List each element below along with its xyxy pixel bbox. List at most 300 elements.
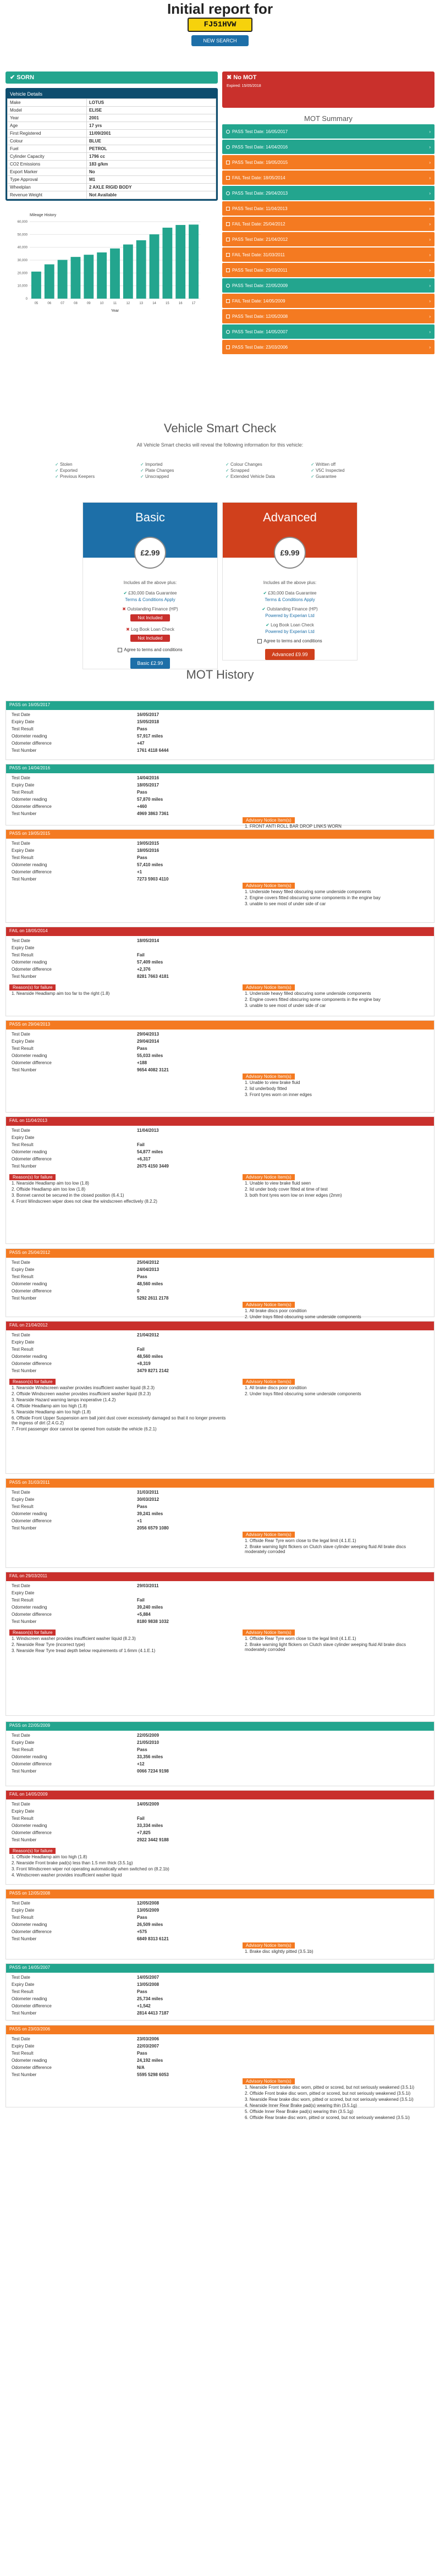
feature-item: ✓ Extended Vehicle Data: [226, 474, 311, 479]
mot-history-key: Test Date: [12, 1032, 30, 1037]
failure-reason: 1. Nearside Headlamp aim too far to the right (1.8): [12, 991, 110, 996]
mot-history-key: Odometer reading: [12, 2058, 47, 2063]
mot-history-key: Test Number: [12, 1526, 37, 1531]
mot-history-row: [9, 1618, 171, 1625]
chart-bar: [71, 257, 81, 299]
failure-reasons-title: Reason(s) for failure: [9, 1174, 56, 1180]
mot-history-value: 5595 5298 6053: [137, 2072, 169, 2077]
advisory-item: 2. Offside Front brake disc worn, pitted or scored, but not seriously weakened (3.5.1i): [245, 2091, 411, 2096]
mot-history-row: [9, 1732, 171, 1739]
mot-history-table: [9, 1974, 171, 2017]
mot-history-key: Test Result: [12, 1347, 34, 1352]
feature-item: ✓ Imported: [140, 462, 226, 467]
mot-history-key: Odometer difference: [12, 2003, 52, 2008]
mot-history-key: Odometer difference: [12, 1762, 52, 1766]
mot-history-table: [9, 2035, 171, 2078]
mot-history-entry: [6, 1790, 435, 1885]
mot-history-value: 57,410 miles: [137, 862, 163, 867]
chevron-right-icon: ›: [429, 252, 431, 257]
mot-history-key: Test Date: [12, 1128, 30, 1133]
advanced-buy-button[interactable]: Advanced £9.99: [265, 649, 314, 660]
sorn-label: SORN: [16, 74, 35, 81]
vehicle-detail-key: Age: [8, 122, 87, 130]
chart-x-tick: 06: [47, 302, 52, 305]
mot-history-value: Pass: [137, 1046, 147, 1051]
mot-history-key: Odometer difference: [12, 1361, 52, 1366]
mot-history-row: [9, 725, 170, 733]
vehicle-detail-key: Type Approval: [8, 176, 87, 184]
mot-history-key: Test Number: [12, 1769, 37, 1774]
feature-item: ✓ Guarantee: [311, 474, 396, 479]
mot-history-value: 57,409 miles: [137, 960, 163, 965]
mot-history-key: Test Date: [12, 1733, 30, 1738]
mot-history-value: +5,884: [137, 1612, 151, 1617]
mot-history-value: 33,334 miles: [137, 1823, 163, 1828]
failure-reason: 2. Offside Headlamp aim too low (1.8): [12, 1187, 86, 1192]
mot-history-header: PASS on 25/04/2012: [6, 1249, 434, 1258]
mot-history-header: PASS on 12/05/2008: [6, 1890, 434, 1898]
mot-history-key: Odometer reading: [12, 1605, 47, 1610]
mot-history-key: Test Number: [12, 2072, 37, 2077]
cross-icon: [226, 207, 230, 211]
failure-reason: 4. Front Windscreen wiper does not clear the windscreen effectively (8.2.2): [12, 1199, 157, 1204]
vehicle-detail-key: Model: [8, 107, 87, 114]
mot-history-row: [9, 2071, 171, 2078]
vehicle-detail-row: [8, 145, 216, 153]
mot-history-key: Test Number: [12, 1837, 37, 1842]
advisory-notices: [243, 1174, 431, 1198]
mot-history-row: [9, 718, 170, 725]
mot-history-row: [9, 1981, 171, 1988]
basic-price: £2.99: [134, 537, 166, 569]
mot-summary-text: PASS Test Date: 29/04/2013: [232, 190, 288, 196]
advisory-notices: [243, 2078, 431, 2121]
mot-history-table: [9, 937, 171, 980]
mot-history-row: [9, 1753, 171, 1760]
mot-history-key: Test Result: [12, 1747, 34, 1752]
vehicle-detail-value: 1796 cc: [87, 153, 216, 161]
check-circle-icon: [226, 130, 230, 134]
mot-history-key: Test Date: [12, 938, 30, 943]
advisory-title: Advisory Notice Item(s): [243, 984, 295, 990]
mot-history-header: FAIL on 11/04/2013: [6, 1117, 434, 1126]
mot-history-key: Odometer difference: [12, 1929, 52, 1934]
mot-summary-label: [226, 175, 285, 180]
feature-item: ✓ Stolen: [55, 462, 140, 467]
mot-summary-text: PASS Test Date: 14/04/2016: [232, 144, 288, 150]
mot-history-title: MOT History: [186, 668, 254, 681]
chart-x-tick: 15: [166, 302, 169, 305]
vehicle-detail-row: [8, 176, 216, 184]
vehicle-detail-key: Wheelplan: [8, 184, 87, 191]
left-column: [6, 71, 218, 315]
mot-history-value: +575: [137, 1929, 147, 1934]
advisory-title: Advisory Notice Item(s): [243, 1942, 295, 1948]
mot-history-key: Test Result: [12, 2051, 34, 2056]
mot-history-row: [9, 1066, 171, 1074]
mot-history-value: 23/03/2006: [137, 2036, 160, 2041]
mot-history-value: Fail: [137, 1142, 145, 1147]
chevron-right-icon: ›: [429, 175, 431, 180]
chart-y-tick: 50,000: [17, 233, 28, 237]
mot-history-value: [135, 1589, 171, 1597]
chevron-right-icon: ›: [429, 313, 431, 319]
advisory-item: 1. All brake discs poor condition: [245, 1385, 307, 1390]
mot-history-row: [9, 840, 170, 847]
mot-history-value: Pass: [137, 1989, 147, 1994]
mot-history-entry: [6, 701, 435, 760]
mot-summary-item[interactable]: [222, 186, 435, 200]
mot-history-value: +1,542: [137, 2003, 151, 2008]
mot-history-row: [9, 1038, 171, 1045]
feature-item: ✓ Written off: [311, 462, 396, 467]
mot-summary-item[interactable]: [222, 232, 435, 246]
mot-history-table: [9, 1331, 171, 1374]
mot-history-row: [9, 1801, 171, 1808]
mot-history-key: Odometer difference: [12, 1289, 52, 1293]
advisory-item: 1. Underside heavy filled obscuring some underside components: [245, 889, 371, 894]
feature-item: ✓ Unscrapped: [140, 474, 226, 479]
mot-history-value: 7273 5903 4110: [137, 877, 169, 882]
chart-bar: [175, 225, 185, 299]
mot-summary-item[interactable]: [222, 155, 435, 169]
mot-summary-item[interactable]: [222, 124, 435, 139]
mot-history-entry: [6, 927, 435, 1016]
mot-history-row: [9, 847, 170, 854]
advanced-price: £9.99: [274, 537, 306, 569]
mot-history-value: 6849 8313 6121: [137, 1936, 169, 1941]
advisory-item: 3. Nearside Rear brake disc worn, pitted or scored, but not seriously weakened (3.5.1i): [245, 2097, 414, 2102]
mot-history-table: [9, 1582, 171, 1625]
mot-summary-label: [226, 345, 288, 350]
feature-item: ✓ Colour Changes: [226, 462, 311, 467]
chart-x-tick: 09: [86, 302, 91, 305]
mot-history-row: [9, 1280, 170, 1287]
failure-reasons: [9, 1174, 229, 1204]
mot-summary-item[interactable]: [222, 263, 435, 277]
vehicle-detail-key: Revenue Weight: [8, 191, 87, 199]
vehicle-detail-row: [8, 153, 216, 161]
chart-title: Mileage History: [30, 213, 57, 217]
chart-x-tick: 12: [126, 302, 130, 305]
mot-history-key: Test Number: [12, 811, 37, 816]
chart-y-tick: 60,000: [17, 221, 28, 224]
failure-reason: 5. Nearside Headlamp aim too high (1.8): [12, 1410, 91, 1414]
mot-summary-item[interactable]: [222, 324, 435, 339]
mot-history-row: [9, 803, 171, 810]
chart-x-tick: 07: [61, 302, 64, 305]
advisory-title: Advisory Notice Item(s): [243, 1532, 295, 1538]
basic-agree-checkbox[interactable]: [118, 648, 122, 652]
mot-history-key: Test Date: [12, 2036, 30, 2041]
advanced-agree-checkbox[interactable]: [257, 639, 262, 643]
chart-x-tick: 08: [74, 302, 78, 305]
mot-history-value: [135, 944, 171, 951]
mot-history-row: [9, 1295, 170, 1302]
mot-history-key: Test Number: [12, 1936, 37, 1941]
mot-history-key: Test Number: [12, 1296, 37, 1301]
mot-history-value: 21/04/2012: [137, 1333, 160, 1337]
mot-history-row: [9, 937, 171, 944]
chart-bar: [162, 228, 172, 299]
check-circle-icon: [226, 284, 230, 288]
sorn-status: [6, 71, 218, 84]
mot-history-table: [9, 1127, 171, 1170]
advisory-item: 3. unable to see most of under side of car: [245, 901, 326, 906]
advisory-title: Advisory Notice Item(s): [243, 1302, 295, 1308]
mot-history-row: [9, 711, 170, 718]
mot-history-key: Odometer reading: [12, 1922, 47, 1927]
cross-icon: [226, 345, 230, 349]
mot-history-value: 29/04/2014: [137, 1039, 160, 1044]
advisory-title: Advisory Notice Item(s): [243, 1074, 295, 1080]
vehicle-detail-row: [8, 99, 216, 107]
mot-history-key: Test Number: [12, 1368, 37, 1373]
mot-history-value: +12: [137, 1762, 145, 1766]
feature-list: [55, 462, 396, 479]
mot-history-row: [9, 1815, 171, 1822]
mot-history-row: [9, 1907, 171, 1914]
advisory-item: 1. Brake disc slightly pitted (3.5.1b): [245, 1949, 314, 1954]
mot-history-value: 8180 9838 1032: [137, 1619, 169, 1624]
mot-history-value: 24,192 miles: [137, 2058, 163, 2063]
mot-history-key: Odometer difference: [12, 1518, 52, 1523]
mot-history-key: Expiry Date: [12, 1982, 35, 1987]
mot-summary-item[interactable]: [222, 340, 435, 354]
mot-history-value: 14/05/2007: [137, 1975, 160, 1980]
mot-history-row: [9, 1496, 171, 1503]
mot-summary-label: [226, 206, 288, 211]
chart-x-label: Year: [111, 309, 119, 313]
mot-history-value: +460: [137, 804, 147, 809]
mot-history-key: Expiry Date: [12, 1267, 35, 1272]
vehicle-detail-value: 183 g/km: [87, 161, 216, 168]
mot-history-key: Expiry Date: [12, 1590, 35, 1595]
mot-history-value: 13/05/2009: [137, 1908, 160, 1913]
mot-summary-item[interactable]: [222, 309, 435, 323]
mot-history-value: 18/05/2017: [137, 783, 160, 788]
mot-history-value: 29/03/2011: [137, 1583, 159, 1588]
mot-history-key: Test Date: [12, 1333, 30, 1337]
mot-history-key: Odometer reading: [12, 1754, 47, 1759]
advisory-notices: [243, 1942, 431, 1955]
mot-history-value: 2056 6579 1080: [137, 1526, 169, 1531]
mot-summary-item[interactable]: [222, 201, 435, 216]
failure-reason: 1. Windscreen washer provides insufficient washer liquid (8.2.3): [12, 1636, 136, 1641]
chart-x-tick: 16: [178, 302, 183, 305]
mot-history-value: Pass: [137, 855, 147, 860]
mot-summary-text: PASS Test Date: 14/05/2007: [232, 329, 288, 334]
feature-item: ✓ Scrapped: [226, 468, 311, 473]
mot-history-row: [9, 1928, 171, 1935]
mot-history-key: Odometer difference: [12, 1612, 52, 1617]
mot-summary-item[interactable]: [222, 140, 435, 154]
mot-history-header: PASS on 23/03/2006: [6, 2025, 434, 2034]
mot-history-value: 0066 7234 9198: [137, 1769, 169, 1774]
advisory-item: 1. All brake discs poor condition: [245, 1308, 307, 1313]
mot-history-value: 55,033 miles: [137, 1053, 163, 1058]
mot-history-row: [9, 1517, 171, 1524]
mot-history-row: [9, 796, 171, 803]
basic-finance: ✖ Outstanding Finance (HP): [122, 607, 178, 612]
mot-history-key: Odometer difference: [12, 869, 52, 874]
mot-summary-item[interactable]: [222, 247, 435, 262]
mot-summary-label: [226, 299, 285, 304]
failure-reasons-title: Reason(s) for failure: [9, 984, 56, 990]
mot-history-row: [9, 1163, 171, 1170]
advanced-includes: Includes all the above plus:: [263, 580, 317, 585]
mot-history-key: Odometer reading: [12, 797, 47, 802]
mot-history-value: 21/05/2010: [137, 1740, 160, 1745]
mot-history-row: [9, 2064, 171, 2071]
mileage-chart: [6, 210, 218, 315]
chevron-right-icon: ›: [429, 190, 431, 196]
advisory-notices: [243, 1532, 431, 1555]
mot-history-value: 18/05/2016: [137, 848, 160, 853]
mot-history-row: [9, 1155, 171, 1163]
mot-history-row: [9, 2057, 171, 2064]
mot-history-row: [9, 1589, 171, 1597]
mot-history-value: 22/03/2007: [137, 2044, 160, 2049]
mot-history-key: Odometer reading: [12, 960, 47, 965]
advisory-item: 2. Brake warning light flickers on Clutch slave cylinder weeping fluid All brake discs moderately corroded: [245, 1642, 406, 1652]
mot-history-header: PASS on 31/03/2011: [6, 1479, 434, 1488]
advanced-card-header: Advanced £9.99: [223, 503, 357, 558]
advanced-logbook-powered: Powered by Experian Ltd: [265, 629, 315, 634]
basic-terms-link[interactable]: Terms & Conditions Apply: [125, 597, 175, 602]
mot-history-row: [9, 1995, 171, 2002]
mot-history-value: 3479 8271 2142: [137, 1368, 169, 1373]
mot-history-value: Fail: [137, 1347, 145, 1352]
failure-reasons-title: Reason(s) for failure: [9, 1848, 56, 1854]
feature-item: ✓ V5C Inspected: [311, 468, 396, 473]
new-search-button[interactable]: NEW SEARCH: [191, 35, 249, 46]
cross-icon: [226, 315, 230, 318]
mot-summary-item[interactable]: [222, 217, 435, 231]
cross-icon: [226, 238, 230, 241]
advisory-item: 3. Front tyres worn on inner edges: [245, 1092, 312, 1097]
mot-history-entry: [6, 1963, 435, 2021]
mot-history-row: [9, 1974, 171, 1981]
mot-history-value: 24/04/2013: [137, 1267, 160, 1272]
vehicle-detail-value: PETROL: [87, 145, 216, 153]
failure-reason: 6. Offside Front Upper Suspension arm ball joint dust cover excessively damaged so that it no longer prevents the ingress of dirt (2.4.G.2): [12, 1416, 226, 1425]
mot-history-row: [9, 1746, 171, 1753]
mot-history-key: Odometer reading: [12, 1354, 47, 1359]
mot-history-row: [9, 1900, 171, 1907]
advanced-agree[interactable]: Agree to terms and conditions: [223, 639, 357, 643]
feature-item: ✓ Plate Changes: [140, 468, 226, 473]
chevron-right-icon: ›: [429, 283, 431, 288]
mot-summary-text: FAIL Test Date: 14/05/2009: [232, 298, 285, 304]
mot-history-table: [9, 1801, 171, 1843]
mot-history-header: FAIL on 21/04/2012: [6, 1322, 434, 1330]
mot-summary-label: [226, 314, 288, 319]
vehicle-detail-value: Not Available: [87, 191, 216, 199]
mot-history-key: Test Number: [12, 1164, 37, 1169]
vehicle-detail-row: [8, 122, 216, 130]
mot-history-row: [9, 1052, 171, 1059]
mot-history-header: PASS on 14/04/2016: [6, 764, 434, 773]
page-header: [0, 0, 440, 46]
chart-y-tick: 30,000: [17, 259, 28, 262]
vehicle-detail-row: [8, 137, 216, 145]
advisory-item: 3. unable to see most of under side of car: [245, 1003, 326, 1008]
x-icon: ✖: [227, 74, 234, 81]
mot-history-row: [9, 951, 171, 959]
mot-history-value: [135, 1808, 171, 1815]
mot-history-row: [9, 876, 170, 883]
chevron-right-icon: ›: [429, 344, 431, 350]
mot-history-value: 8281 7663 4181: [137, 974, 169, 979]
mot-summary-text: PASS Test Date: 16/05/2017: [232, 129, 288, 134]
failure-reason: 2. Nearside Rear Tyre (incorrect type): [12, 1642, 85, 1647]
basic-agree[interactable]: Agree to terms and conditions: [83, 647, 217, 652]
vehicle-detail-value: 17 yrs: [87, 122, 216, 130]
mot-history-key: Test Number: [12, 974, 37, 979]
mot-summary-item[interactable]: [222, 294, 435, 308]
mot-history-key: Test Result: [12, 1274, 34, 1279]
mot-history-row: [9, 1367, 171, 1374]
mot-history-value: 31/03/2011: [137, 1490, 159, 1495]
mot-history-entry: [6, 1020, 435, 1113]
mot-history-row: [9, 774, 171, 781]
mot-history-key: Test Number: [12, 1067, 37, 1072]
mot-history-table: [9, 711, 170, 754]
mot-history-value: +1: [137, 869, 142, 874]
mot-history-table: [9, 840, 170, 883]
basic-logbook-not-included: Not Included: [130, 635, 170, 642]
mot-history-key: Test Number: [12, 2011, 37, 2016]
mot-summary-item[interactable]: [222, 278, 435, 293]
failure-reasons: [9, 984, 229, 997]
mot-history-value: +47: [137, 741, 145, 746]
mot-summary-text: PASS Test Date: 11/04/2013: [232, 206, 288, 211]
cross-icon: [226, 161, 230, 164]
mot-history-row: [9, 1822, 171, 1829]
mot-history-entry: [6, 764, 435, 829]
chart-bar: [84, 255, 94, 299]
mot-history-row: [9, 1273, 170, 1280]
failure-reasons: [9, 1848, 229, 1878]
advanced-terms-link[interactable]: Terms & Conditions Apply: [265, 597, 315, 602]
mot-history-row: [9, 1134, 171, 1141]
mot-history-key: Odometer reading: [12, 1511, 47, 1516]
advisory-title: Advisory Notice Item(s): [243, 2078, 295, 2084]
mot-history-value: 2675 4150 3449: [137, 1164, 169, 1169]
basic-buy-button[interactable]: Basic £2.99: [130, 658, 169, 669]
mot-summary-item[interactable]: [222, 170, 435, 185]
mot-history-value: Fail: [137, 953, 145, 957]
mot-history-entry: [6, 829, 435, 923]
chart-bar: [110, 249, 120, 299]
mot-history-value: +6,317: [137, 1157, 151, 1162]
vehicle-detail-key: Make: [8, 99, 87, 107]
mot-summary-label: [226, 191, 288, 196]
mot-history-header: FAIL on 18/05/2014: [6, 927, 434, 936]
mot-history-row: [9, 1808, 171, 1815]
mot-history-row: [9, 1353, 171, 1360]
mot-history-key: Test Date: [12, 1901, 30, 1906]
failure-reason: 7. Front passenger door cannot be opened from outside the vehicle (6.2.1): [12, 1427, 157, 1432]
mot-history-key: Test Number: [12, 748, 37, 753]
vehicle-detail-row: [8, 191, 216, 199]
mot-history-value: 48,560 miles: [137, 1354, 163, 1359]
advanced-logbook: ✔ Log Book Loan Check: [266, 623, 314, 628]
vehicle-detail-value: 2 AXLE RIGID BODY: [87, 184, 216, 191]
advisory-notices: [243, 1630, 431, 1653]
mot-history-key: Test Result: [12, 953, 34, 957]
